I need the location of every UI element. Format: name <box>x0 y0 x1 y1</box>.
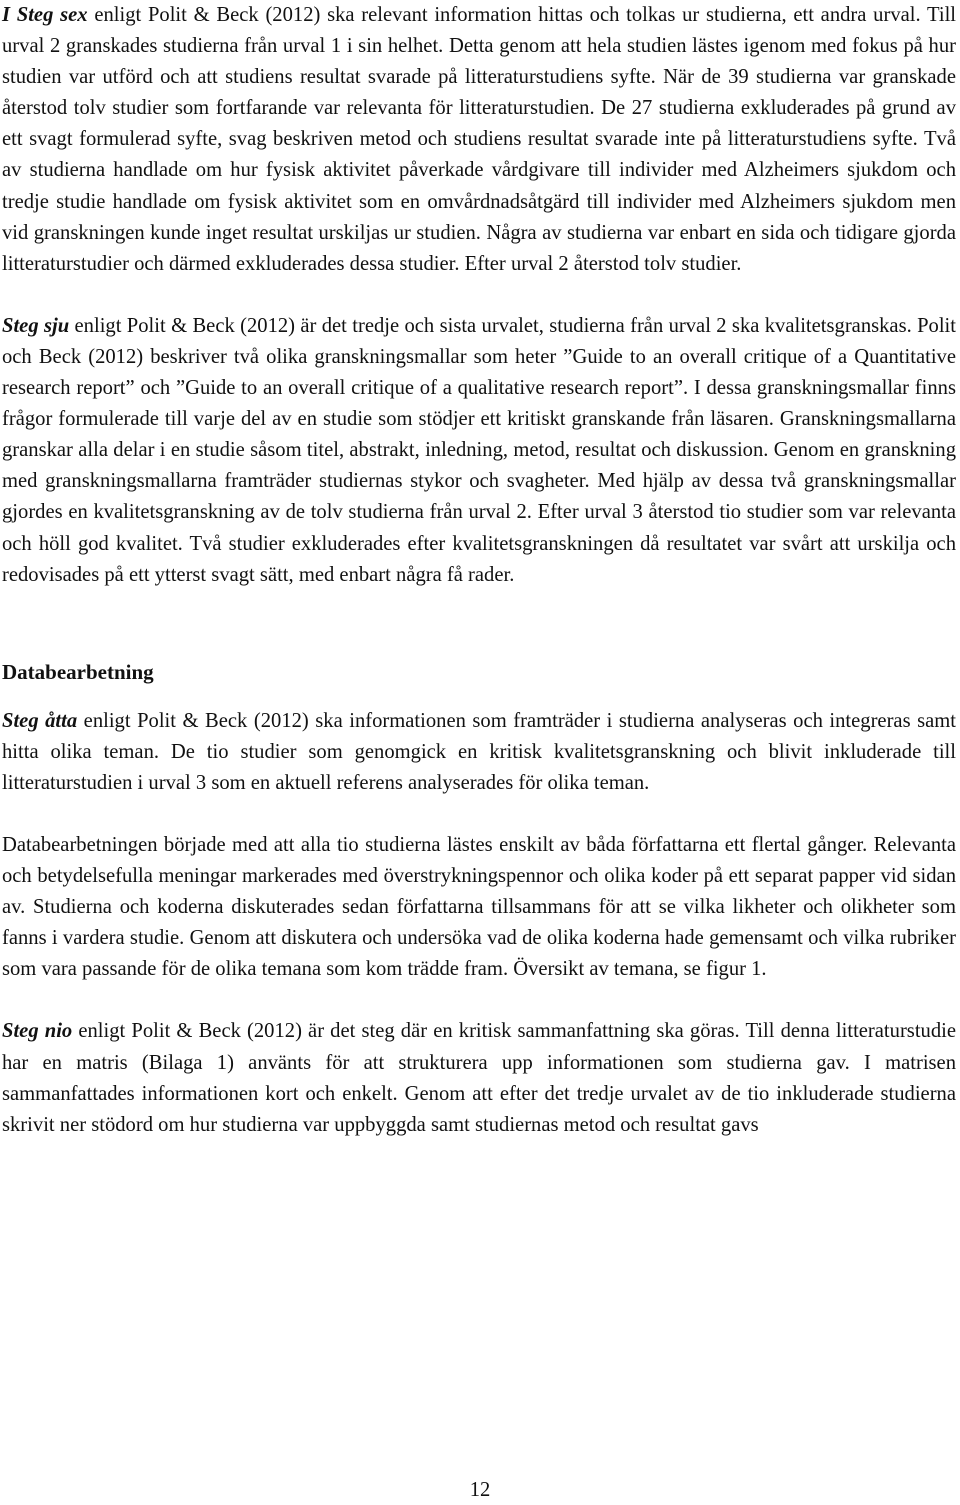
heading-spacer <box>2 688 956 706</box>
paragraph-steg-nio <box>2 1016 956 1140</box>
paragraph-text: enligt Polit & Beck (2012) är det steg där en kritisk sammanfattning ska göras. Till denna litteraturstudie har en matris (Bilaga 1) använts för att strukturera upp informationen som studierna gav. I matrisen sammanfattades informationen kort och enkelt. Genom att efter det tredje urvalet av de tio inkluderade studierna skrivit ner stödord om hur studierna var uppbyggda samt studiernas metod och resultat gavs <box>2 1020 956 1136</box>
paragraph-steg-sju <box>2 311 956 591</box>
paragraph-spacer <box>2 985 956 1016</box>
paragraph-lead: I Steg sex <box>2 4 88 26</box>
paragraph-databearbetningen <box>2 830 956 985</box>
paragraph-lead: Steg sju <box>2 314 70 337</box>
paragraph-spacer <box>2 280 956 311</box>
paragraph-spacer <box>2 799 956 830</box>
page-number: 12 <box>469 1479 491 1501</box>
section-heading: Databearbetning <box>2 659 154 684</box>
paragraph-text: Databearbetningen började med att alla tio studierna lästes enskilt av båda författarna ett flertal gånger. Relevanta och betydelsefulla meningar markerades med överstrykningspennor och olika koder på ett separat papper vid sidan av. Studierna och koderna diskuterades sedan författarna tillsammans för att se vilka likheter och olikheter som fanns i vardera studie. Genom att diskutera och undersöka vad de olika koderna hade gemensamt och vilka rubriker som vara passande för de olika temana som kom trädde fram. Översikt av temana, se figur 1. <box>2 833 956 981</box>
paragraph-lead: Steg åtta <box>2 709 78 732</box>
paragraph-text: enligt Polit & Beck (2012) ska relevant information hittas och tolkas ur studierna, ett andra urval. Till urval 2 granskades studierna från urval 1 i sin helhet. Detta genom att hela studien lästes igenom med fokus på hur studien var utförd och att studiens resultat svarade på litteraturstudiens syfte. När de 39 studierna var granskade återstod tolv studier som fortfarande var relevanta för litteraturstudien. De 27 studierna exkluderades på grund av ett svagt formulerad syfte, svag beskriven metod och studiens resultat svarade inte på litteraturstudiens syfte. Två av studierna handlade om hur fysisk aktivitet påverkade vårdgivare till individer med Alzheimers sjukdom och tredje studie handlade om fysisk aktivitet som en omvårdnadsåtgärd till individer med Alzheimers sjukdom men vid granskningen kunde inget resultat urskiljas ur studien. Några av studierna var enbart en sida och tidigare gjorda litteraturstudier och därmed exkluderades dessa studier. Efter urval 2 återstod tolv studier. <box>2 4 957 275</box>
paragraph-steg-sex <box>2 0 956 280</box>
document-page <box>2 0 956 1141</box>
paragraph-lead: Steg nio <box>2 1020 73 1043</box>
paragraph-text: enligt Polit & Beck (2012) ska informationen som framträder i studierna analyseras och integreras samt hitta olika teman. De tio studier som genomgick en kritisk kvalitetsgranskning och blivit inkluderade till litteraturstudien i urval 3 som en aktuell referens analyserades för olika teman. <box>2 709 956 794</box>
paragraph-steg-atta <box>2 706 956 799</box>
paragraph-text: enligt Polit & Beck (2012) är det tredje och sista urvalet, studierna från urval 2 ska kvalitetsgranskas. Polit och Beck (2012) beskriver två olika granskningsmallar som heter ”Guide to an overall critique of a Quantitative research report” och ”Guide to an overall critique of a qualitative research report”. I dessa granskningsmallar finns frågor formulerade till varje del av en studie som stödjer ett kritiskt granskande från läsaren. Granskningsmallarna granskar alla delar i en studie såsom titel, abstrakt, inledning, metod, resultat och diskussion. Genom en granskning med granskningsmallarna framträder studiernas stykor och svagheter. Med hjälp av dessa två granskningsmallar gjordes en kvalitetsgranskning av de tolv studierna från urval 2. Efter urval 3 återstod tio studier som var relevanta och höll god kvalitet. Två studier exkluderades efter kvalitetsgranskningen då resultatet var svårt att urskilja och redovisades på ett ytterst svagt sätt, med enbart några få rader. <box>2 314 957 586</box>
section-spacer <box>2 591 956 657</box>
